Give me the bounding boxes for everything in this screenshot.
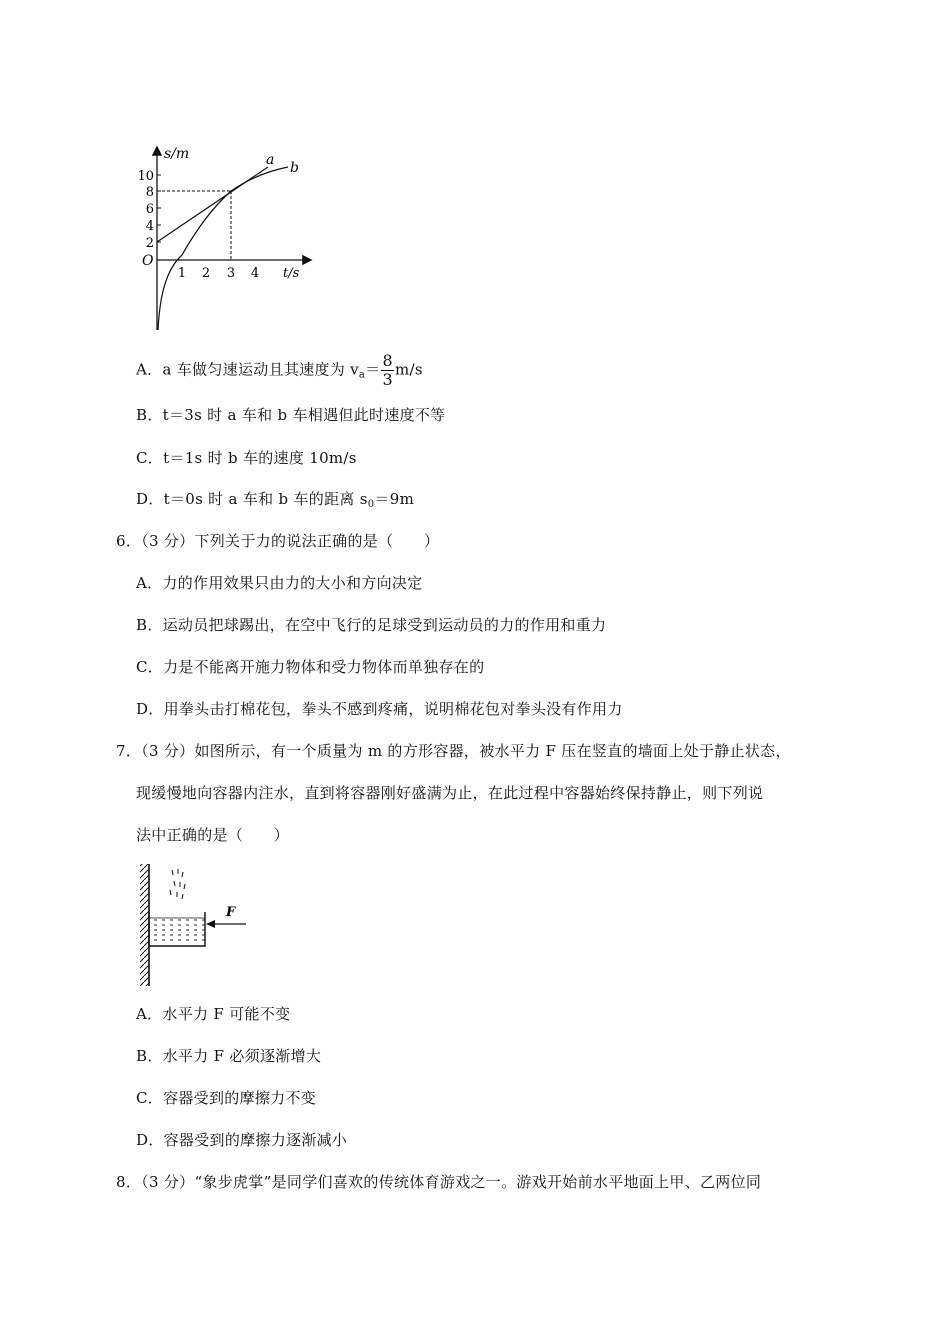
- q5-option-b: B．t＝3s 时 a 车和 b 车相遇但此时速度不等: [136, 406, 446, 424]
- container-figure: [138, 862, 253, 988]
- q5-option-d: [136, 489, 414, 509]
- x-tick-3: 3: [226, 266, 236, 281]
- q5-option-a-unit: m/s: [394, 360, 423, 379]
- q6-stem: 6．（3 分）下列关于力的说法正确的是（ ）: [116, 532, 440, 550]
- q5-option-a: [136, 352, 423, 389]
- q5-option-d-sub: 0: [367, 499, 375, 510]
- y-tick-10: 10: [137, 169, 154, 184]
- y-tick-8: 8: [145, 185, 154, 200]
- y-tick-2: 2: [145, 236, 154, 251]
- water-fill: [151, 918, 205, 944]
- force-label: F: [226, 905, 236, 920]
- q7-stem-line2: 现缓慢地向容器内注水，直到将容器刚好盛满为止，在此过程中容器始终保持静止，则下列说: [136, 784, 764, 802]
- q7-option-d: D．容器受到的摩擦力逐渐减小: [136, 1131, 348, 1149]
- q5-option-d-prefix: D．t＝0s 时 a 车和 b 车的距离 s: [136, 490, 368, 508]
- q6-option-d: D．用拳头击打棉花包，拳头不感到疼痛，说明棉花包对拳头没有作用力: [136, 700, 623, 718]
- x-tick-2: 2: [201, 266, 211, 281]
- q5-option-d-suffix: ＝9m: [374, 490, 415, 508]
- wall-hatch: [140, 864, 149, 986]
- q5-option-c: C．t＝1s 时 b 车的速度 10m/s: [136, 449, 357, 467]
- st-graph: [137, 140, 320, 340]
- x-axis-label: t/s: [283, 266, 300, 281]
- force-arrow-head: [206, 920, 215, 928]
- x-tick-1: 1: [177, 266, 187, 281]
- q5-option-a-eq: ＝: [365, 360, 381, 379]
- q7-option-b: B．水平力 F 必须逐渐增大: [136, 1047, 322, 1065]
- q6-option-a: A．力的作用效果只由力的大小和方向决定: [136, 574, 423, 592]
- x-tick-4: 4: [250, 266, 260, 281]
- q7-stem-line1: 7．（3 分）如图所示，有一个质量为 m 的方形容器，被水平力 F 压在竖直的墙面上处于静止状态，: [116, 742, 791, 760]
- y-tick-6: 6: [145, 202, 154, 217]
- origin-label: O: [142, 253, 154, 269]
- y-axis-label: s/m: [164, 146, 190, 162]
- q5-fraction-denominator: 3: [382, 370, 393, 389]
- q8-stem-line1: 8．（3 分）“象步虎掌”是同学们喜欢的传统体育游戏之一。游戏开始前水平地面上甲、乙两位同: [116, 1173, 762, 1191]
- y-tick-4: 4: [145, 219, 154, 234]
- q5-option-a-sub: a: [358, 369, 366, 381]
- water-drops: [170, 869, 185, 899]
- q6-option-b: B．运动员把球踢出，在空中飞行的足球受到运动员的力的作用和重力: [136, 616, 607, 634]
- q5-fraction-numerator: 8: [382, 351, 393, 370]
- curve-a: [157, 167, 268, 242]
- q6-option-c: C．力是不能离开施力物体和受力物体而单独存在的: [136, 658, 485, 676]
- curve-a-label: a: [266, 152, 275, 168]
- q7-option-a: A．水平力 F 可能不变: [136, 1005, 291, 1023]
- q5-option-a-fraction: [381, 352, 393, 389]
- q5-option-a-prefix: A．a 车做匀速运动且其速度为 v: [136, 360, 359, 379]
- curve-b-label: b: [290, 160, 299, 176]
- q7-stem-line3: 法中正确的是（ ）: [136, 826, 290, 844]
- q7-option-c: C．容器受到的摩擦力不变: [136, 1089, 317, 1107]
